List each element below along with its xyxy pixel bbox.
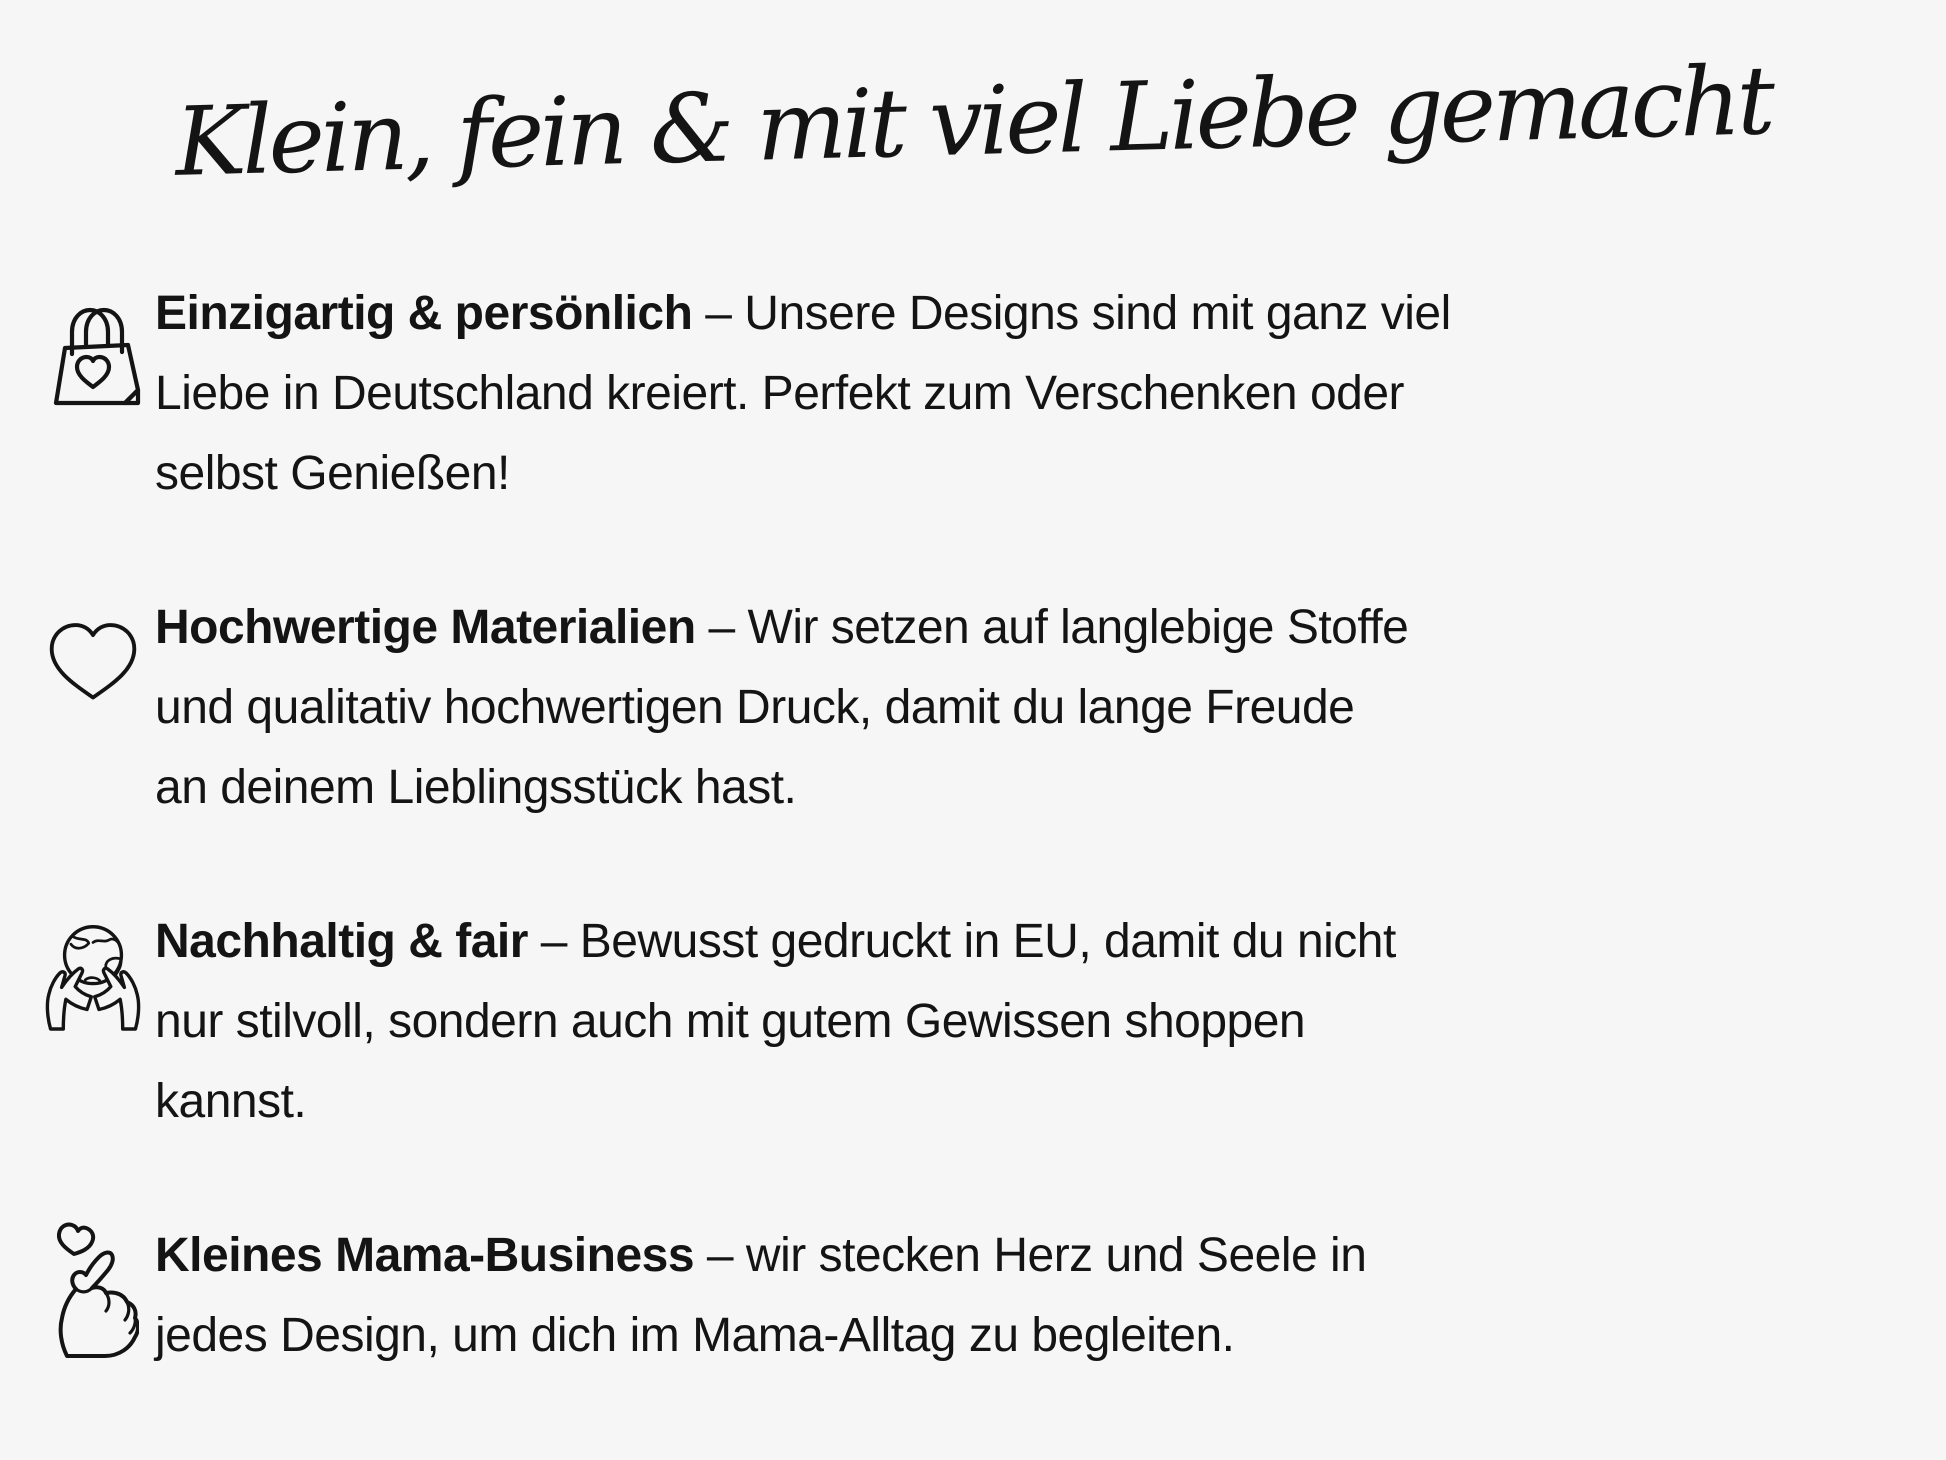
feature-heading: Hochwertige Materialien	[155, 601, 696, 654]
feature-line: Kleines Mama-Business – wir stecken Herz und Seele in	[155, 1229, 1367, 1282]
feature-line: kannst.	[155, 1075, 307, 1128]
feature-row-materialien	[37, 588, 1946, 828]
feature-line: und qualitativ hochwertigen Druck, damit du lange Freude	[155, 681, 1355, 734]
feature-line: jedes Design, um dich im Mama-Alltag zu begleiten.	[155, 1309, 1235, 1362]
hands-holding-globe-icon	[37, 905, 149, 1041]
finger-heart-icon	[47, 1210, 139, 1358]
feature-line: Hochwertige Materialien – Wir setzen auf langlebige Stoffe	[155, 601, 1409, 654]
feature-row-mama-business	[37, 1216, 1946, 1376]
feature-heading: Kleines Mama-Business	[155, 1229, 695, 1282]
feature-line: selbst Genießen!	[155, 447, 510, 500]
feature-line: an deinem Lieblingsstück hast.	[155, 761, 797, 814]
feature-row-nachhaltig	[37, 902, 1946, 1142]
feature-line: Nachhaltig & fair – Bewusst gedruckt in EU, damit du nicht	[155, 915, 1396, 968]
page-title: Klein, fein & mit viel Liebe gemacht	[173, 46, 1773, 198]
feature-row-einzigartig	[37, 274, 1946, 514]
feature-line: nur stilvoll, sondern auch mit gutem Gewissen shoppen	[155, 995, 1306, 1048]
heart-icon	[37, 605, 149, 713]
feature-line: Liebe in Deutschland kreiert. Perfekt zum Verschenken oder	[155, 367, 1405, 420]
feature-list	[0, 274, 1946, 1376]
title-wrap	[0, 0, 1946, 244]
feature-heading: Nachhaltig & fair	[155, 915, 528, 968]
feature-heading: Einzigartig & persönlich	[155, 287, 693, 340]
feature-line: Einzigartig & persönlich – Unsere Designs sind mit ganz viel	[155, 287, 1451, 340]
shopping-bag-heart-icon	[40, 286, 146, 408]
